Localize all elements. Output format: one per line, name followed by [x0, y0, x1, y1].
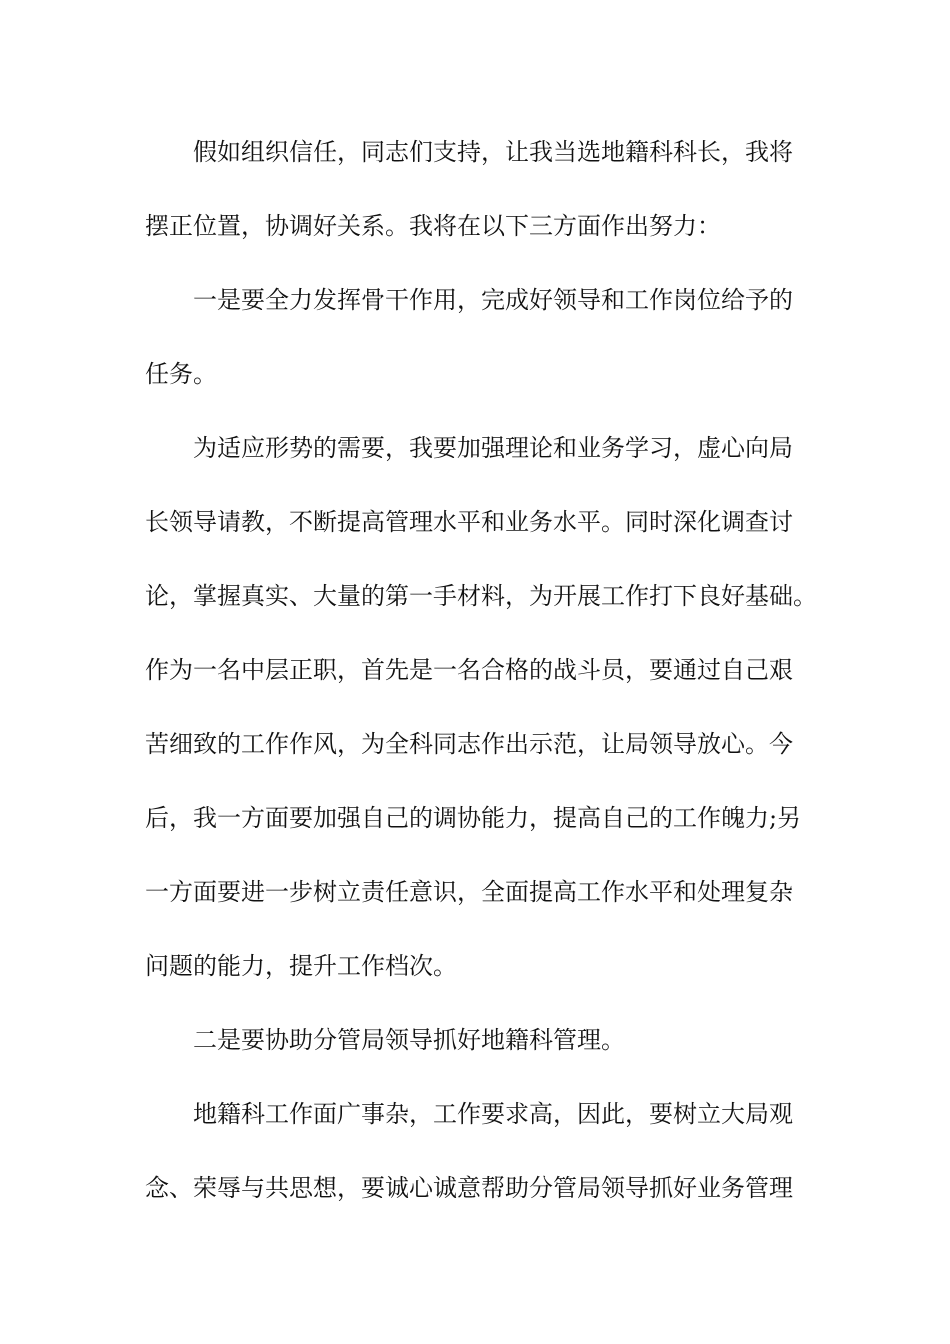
text-line: 论，掌握真实、大量的第一手材料，为开展工作打下良好基础。	[145, 582, 817, 610]
text-line: 为适应形势的需要，我要加强理论和业务学习，虚心向局	[193, 434, 793, 462]
text-line: 作为一名中层正职，首先是一名合格的战斗员，要通过自己艰	[145, 656, 793, 684]
text-line: 念、荣辱与共思想，要诚心诚意帮助分管局领导抓好业务管理	[145, 1174, 793, 1202]
text-line: 问题的能力，提升工作档次。	[145, 952, 457, 980]
text-line: 后，我一方面要加强自己的调协能力，提高自己的工作魄力;另	[145, 804, 802, 832]
text-line: 摆正位置，协调好关系。我将在以下三方面作出努力：	[145, 212, 721, 240]
text-line: 一方面要进一步树立责任意识，全面提高工作水平和处理复杂	[145, 878, 793, 906]
text-line: 一是要全力发挥骨干作用，完成好领导和工作岗位给予的	[193, 286, 793, 314]
text-line: 长领导请教，不断提高管理水平和业务水平。同时深化调查讨	[145, 508, 793, 536]
text-line: 假如组织信任，同志们支持，让我当选地籍科科长，我将	[193, 138, 793, 166]
text-line: 二是要协助分管局领导抓好地籍科管理。	[193, 1026, 625, 1054]
text-line: 苦细致的工作作风，为全科同志作出示范，让局领导放心。今	[145, 730, 793, 758]
text-line: 地籍科工作面广事杂，工作要求高，因此，要树立大局观	[193, 1100, 793, 1128]
text-line: 任务。	[145, 360, 217, 388]
